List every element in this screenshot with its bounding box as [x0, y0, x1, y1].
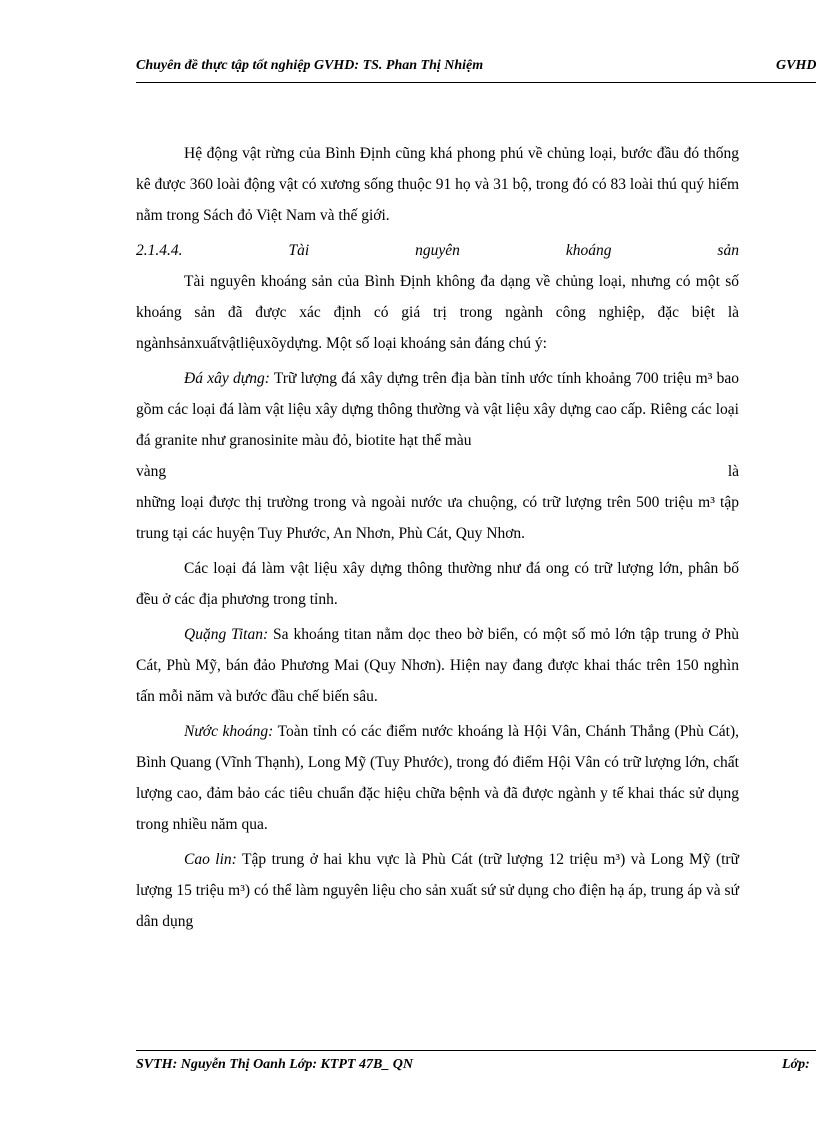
paragraph-text: Toàn tỉnh có các điểm nước khoáng là Hội Vân, Chánh Thắng (Phù Cát), Bình Quang (Vĩnh Thạnh), Long Mỹ (Tuy Phước), trong đó điểm Hội Vân có trữ lượng lớn, chất lượng cao, đảm bảo các tiêu chuẩn đặc hiệu chữa bệnh và đã được ngành y tế khai thác sử dụng trong nhiều năm qua.	[136, 723, 739, 833]
paragraph-fauna: Hệ động vật rừng của Bình Định cũng khá phong phú về chủng loại, bước đầu đó thống kê được 360 loài động vật có xương sống thuộc 91 họ và 31 bộ, trong đó có 83 loài thú quý hiếm nằm trong Sách đỏ Việt Nam và thế giới.	[136, 145, 739, 224]
term-kaolin: Cao lin:	[184, 851, 237, 868]
page-header	[136, 58, 816, 83]
term-titanium: Quặng Titan:	[184, 626, 269, 643]
paragraph-construction-stone-cont: những loại được thị trường trong và ngoài nước ưa chuộng, có trữ lượng trên 500 triệu m³ tập trung tại các huyện Tuy Phước, An Nhơn, Phù Cát, Quy Nhơn.	[136, 494, 739, 542]
paragraph-mineral-water	[136, 716, 739, 840]
paragraph-titanium	[136, 619, 739, 712]
paragraph-text: Tập trung ở hai khu vực là Phù Cát (trữ lượng 12 triệu m³) và Long Mỹ (trữ lượng 15 triệu m³) có thể làm nguyên liệu cho sản xuất sứ sử dụng cho điện hạ áp, trung áp và sứ dân dụng	[136, 851, 739, 930]
word-vang: vàng	[136, 463, 167, 480]
section-word: Tài	[288, 242, 310, 259]
footer-author: SVTH: Nguyễn Thị Oanh Lớp: KTPT 47B_ QN	[136, 1057, 414, 1072]
page-footer	[136, 1050, 816, 1078]
section-heading	[136, 235, 739, 266]
header-right-text: GVHD	[776, 58, 816, 73]
term-mineral-water: Nước khoáng:	[184, 723, 274, 740]
paragraph-laterite: Các loại đá làm vật liệu xây dựng thông thường như đá ong có trữ lượng lớn, phân bố đều ở các địa phương trong tỉnh.	[136, 560, 739, 608]
paragraph-text: Sa khoáng titan nằm dọc theo bờ biển, có một số mỏ lớn tập trung ở Phù Cát, Phù Mỹ, bán đảo Phương Mai (Quy Nhơn). Hiện nay đang được khai thác trên 150 nghìn tấn mỗi năm và bước đầu chế biến sâu.	[136, 626, 739, 705]
header-title: Chuyên đề thực tập tốt nghiệp GVHD: TS. Phan Thị Nhiệm	[136, 58, 484, 73]
paragraph-kaolin	[136, 844, 739, 937]
document-body	[136, 138, 739, 941]
footer-right-text: Lớp:	[782, 1057, 810, 1072]
justified-line	[136, 456, 739, 487]
section-word: khoáng	[565, 242, 612, 259]
paragraph-minerals-intro: Tài nguyên khoáng sản của Bình Định không đa dạng về chủng loại, nhưng có một số khoáng sản đã được xác định có giá trị trong ngành công nghiệp, đặc biệt là ngànhsảnxuấtvậtliệuxõydựng. Một số loại khoáng sản đáng chú ý:	[136, 273, 739, 352]
section-word: nguyên	[415, 242, 460, 259]
section-number: 2.1.4.4.	[136, 242, 183, 259]
word-la: là	[727, 463, 739, 480]
paragraph-text: Trữ lượng đá xây dựng trên địa bàn tỉnh ước tính khoảng 700 triệu m³ bao gồm các loại đá làm vật liệu xây dựng thông thường và vật liệu xây dựng cao cấp. Riêng các loại đá granite như granosinite màu đỏ, biotite hạt thể màu	[136, 370, 739, 449]
section-word: sản	[717, 242, 739, 259]
term-construction-stone: Đá xây dựng:	[184, 370, 270, 387]
paragraph-construction-stone	[136, 363, 739, 456]
